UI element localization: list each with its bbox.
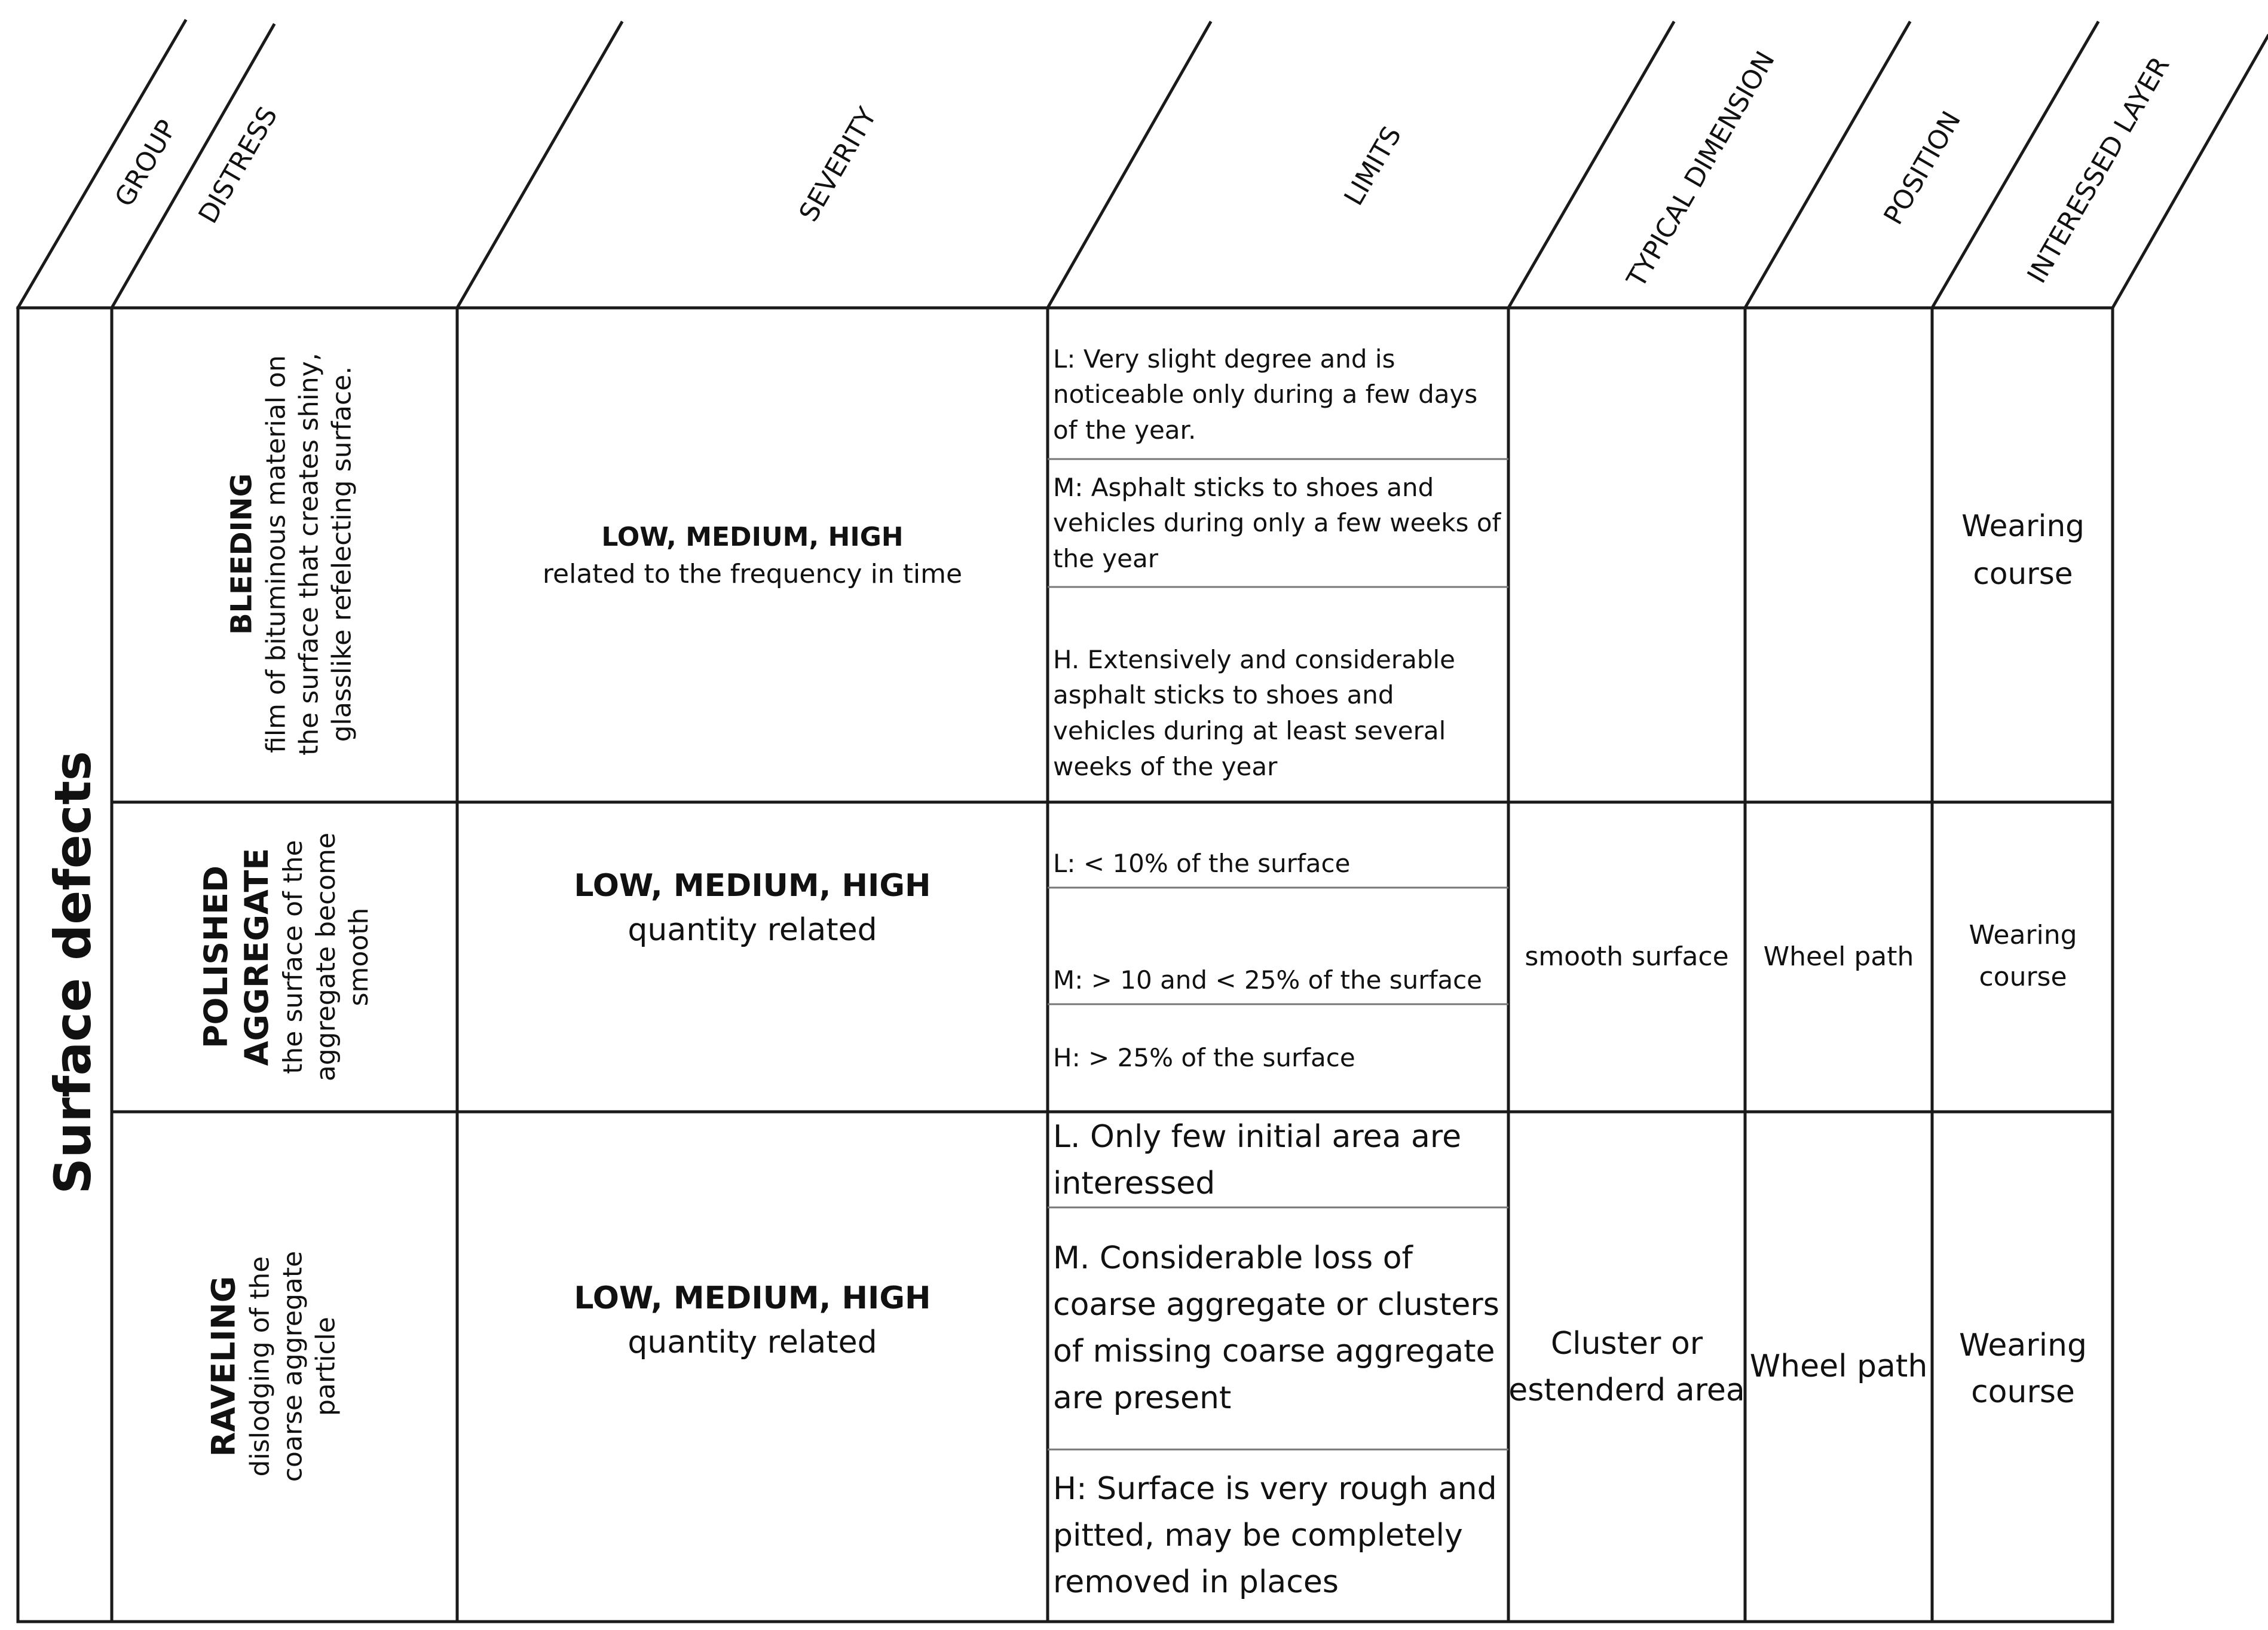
distress-polished-aggregate: [193, 802, 378, 1112]
position-raveling: Wheel path: [1749, 1348, 1928, 1384]
typical-dimension-bleeding: [1508, 308, 1745, 802]
position-bleeding: [1745, 308, 1932, 802]
severity-note: quantity related: [628, 912, 877, 948]
group-surface-defects: [40, 315, 106, 1630]
position-polished: Wheel path: [1763, 941, 1914, 972]
distress-description: dislodging of the coarse aggregate particle: [244, 1250, 341, 1482]
severity-raveling: [457, 1261, 1048, 1381]
distress-name: POLISHED AGGREGATE: [197, 848, 276, 1066]
group-name: Surface defects: [43, 751, 102, 1194]
limit-bleeding-low: L: Very slight degree and is noticeable only during a few days of the year.: [1053, 344, 1478, 445]
typical-dimension-raveling: Cluster or estenderd area: [1508, 1325, 1745, 1408]
severity-bleeding: [457, 466, 1048, 646]
limit-polished-low: L: < 10% of the surface: [1053, 849, 1351, 879]
layer-bleeding: Wearing course: [1961, 509, 2085, 591]
header-interessed-layer: INTERESSED LAYER: [2021, 51, 2176, 289]
severity-levels: LOW, MEDIUM, HIGH: [574, 1280, 931, 1317]
limit-raveling-high: H: Surface is very rough and pitted, may be completely removed in places: [1053, 1471, 1497, 1600]
limit-bleeding-high: H. Extensively and considerable asphalt sticks to shoes and vehicles during at least several weeks of the year: [1053, 644, 1455, 781]
header-severity: SEVERITY: [793, 102, 883, 227]
header-position: POSITION: [1878, 106, 1967, 230]
typical-dimension-polished: smooth surface: [1525, 941, 1729, 972]
severity-levels: LOW, MEDIUM, HIGH: [601, 521, 904, 552]
layer-polished: Wearing course: [1969, 919, 2077, 992]
header-typical-dimension: TYPICAL DIMENSION: [1621, 46, 1781, 293]
distress-description: film of bituminous material on the surface that creates shiny, glasslike refelecting surface.: [261, 353, 357, 756]
layer-raveling: Wearing course: [1958, 1328, 2088, 1410]
limit-polished-medium: M: > 10 and < 25% of the surface: [1053, 965, 1483, 995]
limit-raveling-medium: M. Considerable loss of coarse aggregate or clusters of missing coarse aggregate are present: [1053, 1240, 1499, 1416]
header-distress: DISTRESS: [192, 102, 284, 229]
distress-name: RAVELING: [204, 1276, 243, 1457]
distress-name: BLEEDING: [225, 473, 258, 635]
header-limits: LIMITS: [1338, 121, 1408, 211]
distress-bleeding: [198, 307, 384, 802]
severity-note: quantity related: [628, 1325, 877, 1360]
distress-raveling: [180, 1112, 366, 1622]
limit-polished-high: H: > 25% of the surface: [1053, 1043, 1355, 1073]
distress-description: the surface of the aggregate become smooth: [278, 832, 374, 1082]
severity-polished: [457, 849, 1048, 968]
limit-raveling-low: L. Only few initial area are interessed: [1053, 1119, 1462, 1201]
severity-levels: LOW, MEDIUM, HIGH: [574, 868, 931, 904]
limit-bleeding-medium: M: Asphalt sticks to shoes and vehicles during only a few weeks of the year: [1053, 472, 1501, 573]
header-group: GROUP: [109, 115, 183, 212]
severity-note: related to the frequency in time: [542, 559, 963, 589]
